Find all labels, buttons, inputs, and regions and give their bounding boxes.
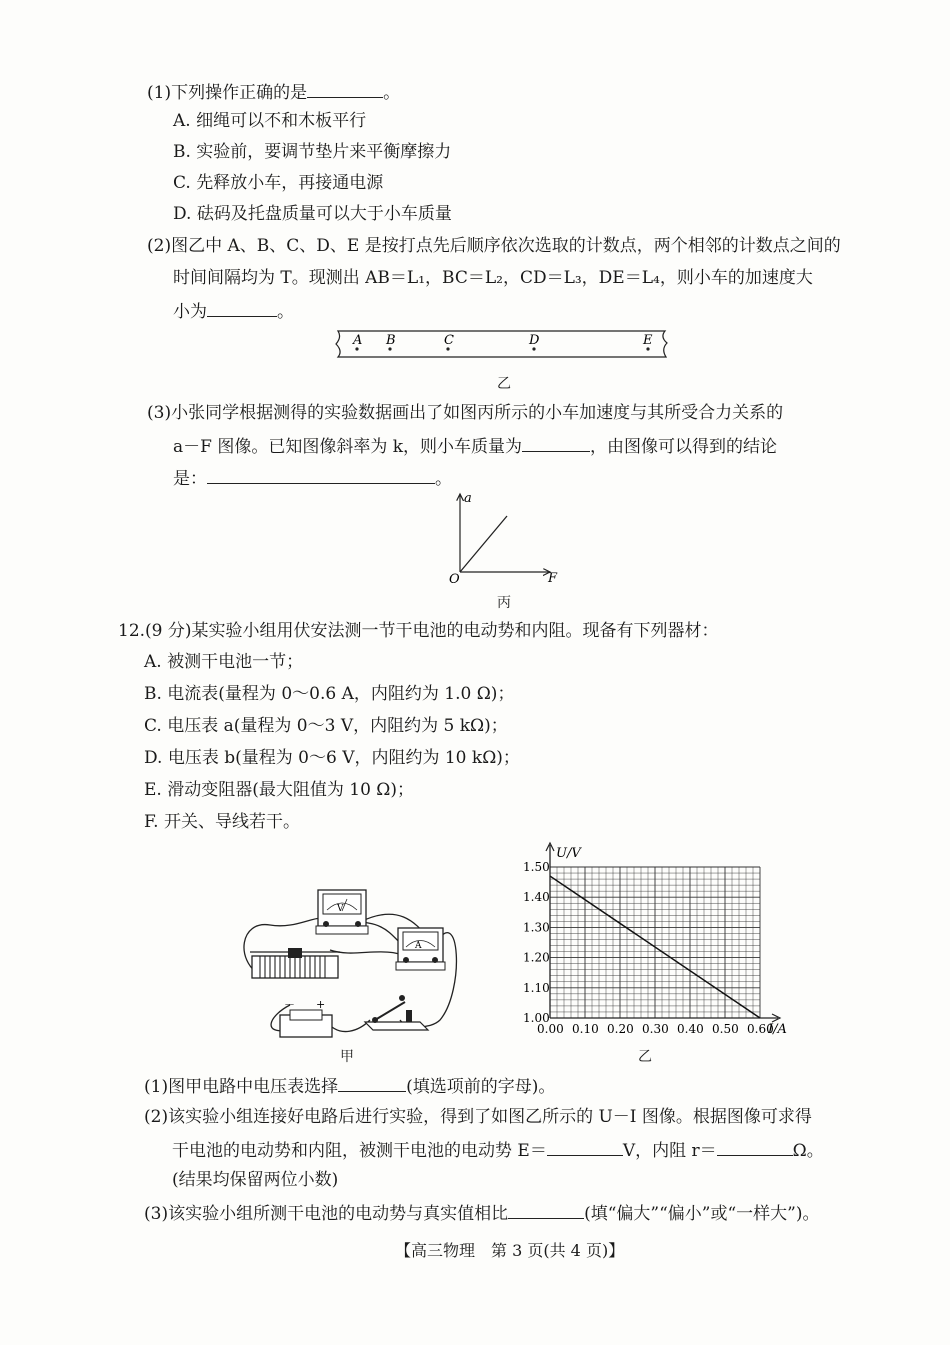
svg-text:V: V	[337, 904, 344, 914]
q11-p2-line2: 时间间隔均为 T。现测出 AB＝L₁，BC＝L₂，CD＝L₃，DE＝L₄，则小车的加速度大	[173, 268, 813, 288]
x-tick-label: 0.20	[607, 1022, 634, 1036]
q11-p3-mass-blank	[522, 434, 590, 452]
chart-y-axis-label: U/V	[556, 846, 581, 861]
chart-caption: 乙	[638, 1049, 652, 1065]
x-tick-label: 0.40	[677, 1022, 704, 1036]
q11-p2-line3	[173, 299, 294, 323]
q12-item-a: A. 被测干电池一节；	[144, 652, 304, 672]
q12-item-d: D. 电压表 b(量程为 0～6 V，内阻约为 10 kΩ)；	[144, 748, 520, 768]
f-axis-label: F	[548, 571, 558, 586]
x-tick-label: 0.30	[642, 1022, 669, 1036]
q11-p3-line3-text: 是：	[173, 469, 207, 489]
svg-text:D: D	[529, 333, 540, 348]
q12-p2-line2c: Ω。	[792, 1141, 824, 1161]
a-axis-label: a	[464, 491, 472, 506]
chart-x-axis-label: I/A	[768, 1022, 787, 1037]
q11-p3-line3	[173, 466, 452, 490]
q12-p2-line2b: V，内阻 r＝	[622, 1141, 717, 1161]
y-tick-label: 1.40	[523, 890, 550, 905]
switch	[365, 995, 428, 1030]
q12-p2-line2a: 干电池的电动势和内阻，被测干电池的电动势 E＝	[172, 1141, 547, 1161]
x-tick-label: 0.50	[712, 1022, 739, 1036]
q11-p1-option-c: C. 先释放小车，再接通电源	[173, 173, 384, 193]
a-f-line	[460, 516, 507, 572]
y-tick-label: 1.10	[523, 980, 550, 995]
q11-p2-line3-text: 小为	[173, 302, 207, 322]
q11-p3-end: 。	[435, 469, 452, 489]
q11-p1-line	[147, 80, 400, 104]
y-tick-label: 1.50	[523, 860, 550, 874]
page-footer: 【高三物理 第 3 页(共 4 页)】	[395, 1241, 625, 1260]
q11-p2-line1: (2)图乙中 A、B、C、D、E 是按打点先后顺序依次选取的计数点，两个相邻的计数点之间的	[147, 236, 841, 256]
q12-p2-line3: (结果均保留两位小数)	[172, 1170, 339, 1190]
q11-p1-option-d: D. 砝码及托盘质量可以大于小车质量	[173, 204, 452, 224]
q12-p3-end: (填“偏大”“偏小”或“一样大”)。	[584, 1204, 820, 1224]
q12-stem: 12.(9 分)某实验小组用伏安法测一节干电池的电动势和内阻。现备有下列器材：	[118, 621, 719, 641]
x-tick-label: 0.60	[747, 1022, 774, 1036]
tape-point-e	[642, 333, 653, 351]
q12-p2-line2	[172, 1138, 824, 1162]
svg-text:B: B	[386, 333, 396, 348]
u-i-chart	[505, 835, 805, 1050]
q11-p3-line1: (3)小张同学根据测得的实验数据画出了如图丙所示的小车加速度与其所受合力关系的	[147, 403, 784, 423]
svg-text:A: A	[353, 333, 363, 348]
q11-p3-line2a: a－F 图像。已知图像斜率为 k，则小车质量为	[173, 437, 523, 457]
circuit-caption: 甲	[340, 1049, 354, 1065]
tape-point-a	[352, 333, 362, 351]
q11-p2-end: 。	[277, 302, 294, 322]
y-tick-label: 1.20	[523, 950, 550, 965]
x-tick-label: 0.00	[537, 1022, 564, 1036]
tape-caption: 乙	[497, 376, 511, 392]
q11-p1-blank	[307, 80, 383, 98]
q12-p2-emf-blank	[547, 1138, 623, 1156]
q12-item-f: F. 开关、导线若干。	[144, 812, 300, 832]
voltmeter	[316, 890, 368, 934]
svg-text:－: －	[284, 998, 295, 1011]
q11-p3-line2b: ，由图像可以得到的结论	[590, 437, 778, 457]
q12-item-b: B. 电流表(量程为 0～0.6 A，内阻约为 1.0 Ω)；	[144, 684, 515, 704]
q11-p1-end: 。	[383, 83, 401, 103]
q11-p1-option-a: A. 细绳可以不和木板平行	[173, 111, 367, 131]
q12-p2-r-blank	[717, 1138, 793, 1156]
q12-item-c: C. 电压表 a(量程为 0～3 V，内阻约为 5 kΩ)；	[144, 716, 508, 736]
svg-text:E: E	[643, 333, 653, 348]
q12-p2-line1: (2)该实验小组连接好电路后进行实验，得到了如图乙所示的 U－I 图像。根据图像可求得	[144, 1107, 812, 1127]
q11-p1-option-b: B. 实验前，要调节垫片来平衡摩擦力	[173, 142, 452, 162]
chart-axes	[546, 843, 780, 1022]
paper-tape-figure	[330, 325, 675, 370]
y-tick-label: 1.30	[523, 920, 550, 935]
q11-p2-blank	[207, 299, 277, 317]
q12-p1-text: (1)图甲电路中电压表选择	[144, 1077, 339, 1097]
svg-text:C: C	[444, 333, 454, 348]
svg-text:A: A	[415, 941, 422, 951]
q11-p3-line2	[173, 434, 777, 458]
svg-text:+: +	[316, 998, 326, 1011]
q12-p3-blank	[508, 1201, 584, 1219]
q12-p3-text: (3)该实验小组所测干电池的电动势与真实值相比	[144, 1204, 509, 1224]
q12-p1-line	[144, 1074, 555, 1098]
circuit-figure	[230, 880, 470, 1045]
tape-point-d	[528, 333, 540, 351]
tape-point-c	[444, 333, 454, 351]
q12-p3-line	[144, 1201, 820, 1225]
q12-item-e: E. 滑动变阻器(最大阻值为 10 Ω)；	[144, 780, 415, 800]
q11-p3-conclusion-blank	[207, 466, 435, 484]
x-tick-label: 0.10	[572, 1022, 599, 1036]
origin-label: O	[449, 572, 460, 587]
rheostat	[250, 948, 340, 978]
a-f-graph	[440, 488, 570, 588]
y-tick-label: 1.00	[523, 1011, 550, 1025]
battery	[280, 998, 332, 1037]
ammeter	[396, 928, 445, 970]
q11-p1-stem: (1)下列操作正确的是	[147, 83, 308, 103]
q12-p1-end: (填选项前的字母)。	[406, 1077, 556, 1097]
q12-p1-blank	[338, 1074, 406, 1092]
tape-point-b	[385, 333, 396, 351]
chart-grid	[550, 867, 760, 1018]
graph-caption: 丙	[497, 595, 511, 611]
chart-tick-labels	[523, 860, 774, 1036]
